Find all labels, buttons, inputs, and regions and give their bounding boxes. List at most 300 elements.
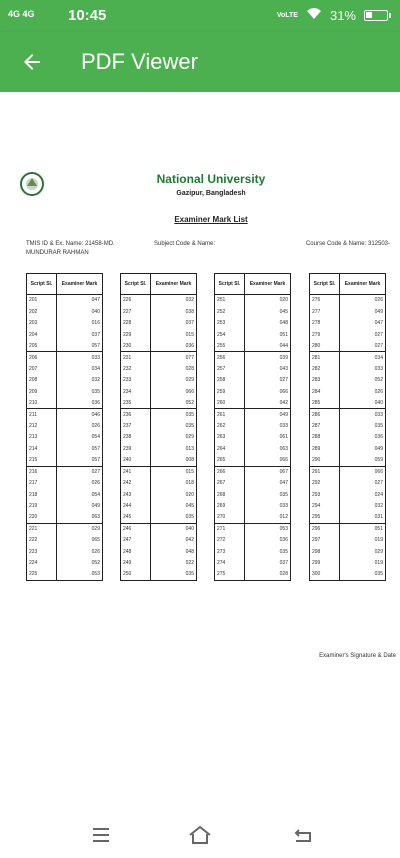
- examiner-mark-cell: 057: [91, 457, 100, 464]
- course-code: Course Code & Name: 312503-: [305, 241, 390, 247]
- examiner-mark-cell: 045: [279, 308, 288, 315]
- table-row: [215, 420, 291, 431]
- script-sl-cell: 241: [121, 466, 151, 477]
- examiner-mark-cell: 049: [91, 503, 100, 510]
- table-row: [310, 409, 386, 420]
- examiner-mark-cell: 008: [185, 457, 194, 464]
- script-sl-cell: 208: [27, 375, 57, 386]
- mark-table-1: [26, 273, 103, 581]
- menu-icon[interactable]: [88, 824, 114, 846]
- examiner-mark-cell: 045: [185, 503, 194, 510]
- examiner-mark-cell: 047: [91, 297, 100, 304]
- script-sl-cell: 206: [27, 352, 57, 363]
- table-row: [215, 340, 291, 351]
- script-sl-cell: 202: [27, 306, 57, 317]
- examiner-mark-cell: 035: [91, 388, 100, 395]
- examiner-mark-cell: 034: [340, 352, 386, 363]
- table-row: [215, 317, 291, 328]
- examiner-mark-cell: 042: [185, 537, 194, 544]
- script-sl-cell: 268: [215, 489, 245, 500]
- table-row: [121, 443, 197, 454]
- table-row: [121, 340, 197, 351]
- script-sl-cell: 207: [27, 363, 57, 374]
- script-sl-cell: 291: [310, 466, 340, 477]
- examiner-mark-cell: 037: [279, 560, 288, 567]
- examiner-mark-cell: 026: [91, 480, 100, 487]
- table-row: [121, 352, 197, 363]
- script-sl-cell: 254: [215, 329, 245, 340]
- examiner-mark-header: Examiner Mark: [245, 274, 291, 295]
- examiner-mark-cell: 046: [57, 409, 103, 420]
- script-sl-cell: 227: [121, 306, 151, 317]
- examiner-mark-cell: 029: [185, 434, 194, 441]
- tmis-info: [26, 240, 115, 258]
- script-sl-cell: 285: [310, 397, 340, 408]
- examiner-mark-cell: 053: [91, 571, 100, 578]
- script-sl-cell: 213: [27, 432, 57, 443]
- table-row: [27, 363, 103, 374]
- app-title: PDF Viewer: [81, 49, 198, 74]
- table-row: [27, 500, 103, 511]
- table-row: [310, 329, 386, 340]
- table-row: [121, 375, 197, 386]
- script-sl-cell: 224: [27, 558, 57, 569]
- table-row: [27, 443, 103, 454]
- script-sl-cell: 203: [27, 317, 57, 328]
- table-row: [310, 386, 386, 397]
- examiner-mark-cell: 026: [91, 548, 100, 555]
- table-header: [121, 274, 197, 295]
- tmis-line-1: TMIS ID & Ex. Name: 21458-MD.: [26, 241, 115, 247]
- table-row: [215, 409, 291, 420]
- script-sl-cell: 297: [310, 535, 340, 546]
- script-sl-cell: 249: [121, 558, 151, 569]
- script-sl-cell: 274: [215, 558, 245, 569]
- examiner-mark-cell: 033: [374, 365, 383, 372]
- script-sl-cell: 287: [310, 420, 340, 431]
- script-sl-cell: 295: [310, 512, 340, 523]
- script-sl-cell: 292: [310, 478, 340, 489]
- university-name: National University: [156, 172, 266, 186]
- table-row: [215, 295, 291, 306]
- table-row: [121, 295, 197, 306]
- examiner-mark-cell: 033: [57, 352, 103, 363]
- examiner-mark-cell: 035: [185, 423, 194, 430]
- table-row: [310, 466, 386, 477]
- examiner-mark-cell: 035: [279, 491, 288, 498]
- script-sl-cell: 247: [121, 535, 151, 546]
- table-row: [121, 512, 197, 523]
- examiner-mark-cell: 048: [279, 320, 288, 327]
- table-row: [121, 500, 197, 511]
- table-row: [27, 420, 103, 431]
- script-sl-cell: 288: [310, 432, 340, 443]
- table-row: [121, 420, 197, 431]
- table-row: [215, 535, 291, 546]
- script-sl-cell: 275: [215, 569, 245, 580]
- table-row: [310, 443, 386, 454]
- table-row: [121, 523, 197, 534]
- script-sl-cell: 267: [215, 478, 245, 489]
- table-row: [121, 386, 197, 397]
- script-sl-cell: 259: [215, 386, 245, 397]
- script-sl-cell: 281: [310, 352, 340, 363]
- examiner-signature-label: Examiner's Signature & Date: [319, 653, 396, 659]
- examiner-mark-cell: 049: [245, 409, 291, 420]
- examiner-mark-cell: 029: [57, 523, 103, 534]
- table-row: [27, 386, 103, 397]
- table-row: [215, 363, 291, 374]
- examiner-mark-cell: 054: [91, 491, 100, 498]
- examiner-mark-cell: 066: [185, 388, 194, 395]
- examiner-mark-cell: 063: [91, 514, 100, 521]
- table-row: [310, 306, 386, 317]
- table-row: [215, 443, 291, 454]
- script-sl-cell: 286: [310, 409, 340, 420]
- table-row: [215, 478, 291, 489]
- table-row: [215, 386, 291, 397]
- table-row: [215, 546, 291, 557]
- examiner-mark-cell: 036: [279, 537, 288, 544]
- examiner-mark-cell: 052: [91, 560, 100, 567]
- examiner-mark-cell: 033: [279, 423, 288, 430]
- table-row: [121, 306, 197, 317]
- network-signal-indicator: 4G 4G: [8, 9, 35, 19]
- table-row: [215, 512, 291, 523]
- table-row: [27, 317, 103, 328]
- table-row: [27, 455, 103, 466]
- script-sl-cell: 218: [27, 489, 57, 500]
- examiner-mark-cell: 031: [374, 514, 383, 521]
- script-sl-cell: 260: [215, 397, 245, 408]
- script-sl-cell: 261: [215, 409, 245, 420]
- tmis-line-2: MUNDURAR RAHMAN: [26, 250, 89, 256]
- examiner-mark-cell: 015: [185, 331, 194, 338]
- table-row: [310, 546, 386, 557]
- examiner-mark-cell: 065: [91, 537, 100, 544]
- script-sl-cell: 205: [27, 340, 57, 351]
- script-sl-cell: 284: [310, 386, 340, 397]
- examiner-mark-cell: 049: [374, 445, 383, 452]
- examiner-mark-cell: 035: [374, 571, 383, 578]
- table-row: [121, 489, 197, 500]
- examiner-mark-cell: 044: [279, 342, 288, 349]
- script-sl-cell: 270: [215, 512, 245, 523]
- script-sl-cell: 299: [310, 558, 340, 569]
- examiner-mark-cell: 018: [185, 480, 194, 487]
- table-row: [310, 295, 386, 306]
- examiner-mark-header: Examiner Mark: [151, 274, 197, 295]
- back-arrow-icon[interactable]: [20, 50, 44, 74]
- script-sl-cell: 264: [215, 443, 245, 454]
- script-sl-cell: 228: [121, 317, 151, 328]
- examiner-mark-cell: 037: [91, 331, 100, 338]
- wifi-icon: [306, 7, 322, 23]
- home-icon[interactable]: [187, 824, 213, 846]
- script-sl-header: Script Sl.: [121, 274, 151, 295]
- mark-table-2: [120, 273, 197, 581]
- script-sl-cell: 277: [310, 306, 340, 317]
- script-sl-cell: 216: [27, 466, 57, 477]
- script-sl-cell: 246: [121, 523, 151, 534]
- script-sl-cell: 271: [215, 523, 245, 534]
- examiner-mark-cell: 032: [185, 297, 194, 304]
- table-row: [27, 306, 103, 317]
- script-sl-cell: 257: [215, 363, 245, 374]
- script-sl-cell: 263: [215, 432, 245, 443]
- script-sl-cell: 212: [27, 420, 57, 431]
- script-sl-cell: 248: [121, 546, 151, 557]
- table-row: [310, 512, 386, 523]
- examiner-mark-cell: 035: [185, 571, 194, 578]
- script-sl-cell: 262: [215, 420, 245, 431]
- examiner-mark-cell: 029: [185, 377, 194, 384]
- table-row: [310, 375, 386, 386]
- examiner-mark-cell: 063: [279, 445, 288, 452]
- script-sl-cell: 280: [310, 340, 340, 351]
- script-sl-cell: 239: [121, 443, 151, 454]
- table-header: [310, 274, 386, 295]
- table-row: [27, 546, 103, 557]
- table-row: [310, 500, 386, 511]
- examiner-mark-cell: 028: [279, 571, 288, 578]
- table-row: [27, 329, 103, 340]
- script-sl-cell: 289: [310, 443, 340, 454]
- examiner-mark-cell: 016: [91, 320, 100, 327]
- script-sl-cell: 226: [121, 295, 151, 306]
- status-time: 10:45: [68, 7, 107, 24]
- table-row: [121, 317, 197, 328]
- script-sl-cell: 237: [121, 420, 151, 431]
- script-sl-cell: 214: [27, 443, 57, 454]
- table-row: [121, 535, 197, 546]
- examiner-mark-cell: 027: [57, 466, 103, 477]
- script-sl-cell: 298: [310, 546, 340, 557]
- examiner-mark-cell: 015: [151, 466, 197, 477]
- pdf-page[interactable]: [0, 92, 400, 810]
- script-sl-cell: 231: [121, 352, 151, 363]
- system-nav-bar: [0, 810, 400, 858]
- examiner-mark-cell: 051: [279, 331, 288, 338]
- examiner-mark-cell: 035: [279, 548, 288, 555]
- mark-table-3: [214, 273, 291, 581]
- table-row: [121, 329, 197, 340]
- script-sl-cell: 265: [215, 455, 245, 466]
- script-sl-cell: 252: [215, 306, 245, 317]
- examiner-mark-cell: 067: [245, 466, 291, 477]
- script-sl-cell: 278: [310, 317, 340, 328]
- examiner-mark-cell: 057: [91, 445, 100, 452]
- examiner-mark-cell: 059: [374, 457, 383, 464]
- script-sl-header: Script Sl.: [215, 274, 245, 295]
- script-sl-cell: 230: [121, 340, 151, 351]
- script-sl-cell: 215: [27, 455, 57, 466]
- table-row: [215, 558, 291, 569]
- examiner-mark-cell: 040: [374, 399, 383, 406]
- examiner-mark-cell: 027: [374, 342, 383, 349]
- table-row: [310, 523, 386, 534]
- examiner-mark-cell: 038: [185, 308, 194, 315]
- script-sl-cell: 236: [121, 409, 151, 420]
- examiner-mark-cell: 026: [374, 388, 383, 395]
- table-row: [310, 397, 386, 408]
- examiner-mark-cell: 040: [151, 523, 197, 534]
- script-sl-cell: 204: [27, 329, 57, 340]
- table-row: [27, 489, 103, 500]
- examiner-mark-cell: 077: [151, 352, 197, 363]
- table-row: [121, 455, 197, 466]
- table-row: [121, 466, 197, 477]
- app-bar: [0, 32, 400, 92]
- examiner-mark-cell: 042: [279, 399, 288, 406]
- script-sl-cell: 211: [27, 409, 57, 420]
- table-row: [121, 397, 197, 408]
- table-row: [27, 397, 103, 408]
- examiner-mark-cell: 026: [91, 423, 100, 430]
- examiner-mark-cell: 049: [374, 308, 383, 315]
- examiner-mark-cell: 036: [185, 342, 194, 349]
- table-row: [215, 455, 291, 466]
- table-row: [121, 409, 197, 420]
- script-sl-cell: 221: [27, 523, 57, 534]
- script-sl-cell: 251: [215, 295, 245, 306]
- script-sl-cell: 255: [215, 340, 245, 351]
- script-sl-cell: 235: [121, 397, 151, 408]
- examiner-mark-cell: 027: [279, 377, 288, 384]
- script-sl-header: Script Sl.: [310, 274, 340, 295]
- examiner-mark-cell: 019: [374, 560, 383, 567]
- examiner-mark-cell: 033: [340, 409, 386, 420]
- examiner-mark-cell: 013: [185, 445, 194, 452]
- script-sl-cell: 217: [27, 478, 57, 489]
- subject-code: Subject Code & Name:: [154, 241, 216, 247]
- table-row: [215, 397, 291, 408]
- script-sl-cell: 250: [121, 569, 151, 580]
- table-row: [215, 329, 291, 340]
- script-sl-cell: 245: [121, 512, 151, 523]
- script-sl-cell: 223: [27, 546, 57, 557]
- script-sl-cell: 220: [27, 512, 57, 523]
- table-row: [215, 306, 291, 317]
- volte-indicator: VoLTE: [276, 11, 298, 19]
- examiner-mark-cell: 052: [185, 399, 194, 406]
- examiner-mark-cell: 037: [185, 320, 194, 327]
- table-row: [27, 512, 103, 523]
- university-location: Gazipur, Bangladesh: [176, 190, 246, 197]
- examiner-mark-cell: 040: [91, 308, 100, 315]
- script-sl-cell: 210: [27, 397, 57, 408]
- script-sl-cell: 273: [215, 546, 245, 557]
- script-sl-cell: 296: [310, 523, 340, 534]
- table-row: [310, 569, 386, 580]
- table-row: [310, 535, 386, 546]
- examiner-mark-cell: 019: [374, 537, 383, 544]
- script-sl-cell: 229: [121, 329, 151, 340]
- script-sl-cell: 209: [27, 386, 57, 397]
- examiner-mark-cell: 039: [245, 352, 291, 363]
- script-sl-cell: 300: [310, 569, 340, 580]
- script-sl-cell: 279: [310, 329, 340, 340]
- examiner-mark-cell: 012: [279, 514, 288, 521]
- examiner-mark-cell: 020: [279, 297, 288, 304]
- table-row: [310, 363, 386, 374]
- examiner-mark-cell: 026: [374, 297, 383, 304]
- script-sl-cell: 233: [121, 375, 151, 386]
- mark-list-title: Examiner Mark List: [174, 215, 248, 224]
- examiner-mark-cell: 033: [279, 503, 288, 510]
- examiner-mark-cell: 054: [91, 434, 100, 441]
- table-row: [215, 489, 291, 500]
- return-icon[interactable]: [290, 824, 316, 846]
- examiner-mark-cell: 022: [185, 560, 194, 567]
- table-row: [27, 340, 103, 351]
- examiner-mark-cell: 035: [151, 409, 197, 420]
- script-sl-cell: 242: [121, 478, 151, 489]
- status-right-cluster: [277, 7, 388, 23]
- script-sl-cell: 225: [27, 569, 57, 580]
- examiner-mark-cell: 057: [91, 342, 100, 349]
- table-row: [27, 295, 103, 306]
- table-row: [27, 478, 103, 489]
- table-row: [27, 558, 103, 569]
- script-sl-cell: 290: [310, 455, 340, 466]
- table-row: [215, 466, 291, 477]
- table-row: [27, 523, 103, 534]
- table-row: [310, 420, 386, 431]
- table-row: [215, 500, 291, 511]
- examiner-mark-cell: 035: [374, 423, 383, 430]
- examiner-mark-cell: 032: [374, 503, 383, 510]
- status-bar: [0, 0, 400, 32]
- table-row: [215, 432, 291, 443]
- examiner-mark-cell: 028: [185, 365, 194, 372]
- table-row: [27, 432, 103, 443]
- table-row: [121, 569, 197, 580]
- script-sl-cell: 243: [121, 489, 151, 500]
- examiner-mark-cell: 047: [279, 480, 288, 487]
- script-sl-cell: 244: [121, 500, 151, 511]
- examiner-mark-header: Examiner Mark: [340, 274, 386, 295]
- table-row: [27, 535, 103, 546]
- script-sl-cell: 269: [215, 500, 245, 511]
- script-sl-cell: 283: [310, 375, 340, 386]
- table-row: [310, 478, 386, 489]
- table-row: [310, 455, 386, 466]
- script-sl-cell: 238: [121, 432, 151, 443]
- examiner-mark-cell: 052: [374, 377, 383, 384]
- script-sl-cell: 201: [27, 295, 57, 306]
- table-row: [310, 317, 386, 328]
- table-row: [27, 409, 103, 420]
- table-row: [310, 340, 386, 351]
- examiner-mark-cell: 027: [374, 331, 383, 338]
- table-row: [215, 569, 291, 580]
- examiner-mark-cell: 035: [185, 514, 194, 521]
- script-sl-cell: 253: [215, 317, 245, 328]
- script-sl-cell: 282: [310, 363, 340, 374]
- table-row: [27, 569, 103, 580]
- examiner-mark-cell: 066: [279, 388, 288, 395]
- script-sl-cell: 272: [215, 535, 245, 546]
- examiner-mark-cell: 047: [374, 320, 383, 327]
- table-row: [310, 558, 386, 569]
- examiner-mark-cell: 020: [185, 491, 194, 498]
- table-row: [121, 478, 197, 489]
- table-row: [310, 432, 386, 443]
- examiner-mark-cell: 066: [279, 457, 288, 464]
- table-row: [215, 375, 291, 386]
- script-sl-cell: 232: [121, 363, 151, 374]
